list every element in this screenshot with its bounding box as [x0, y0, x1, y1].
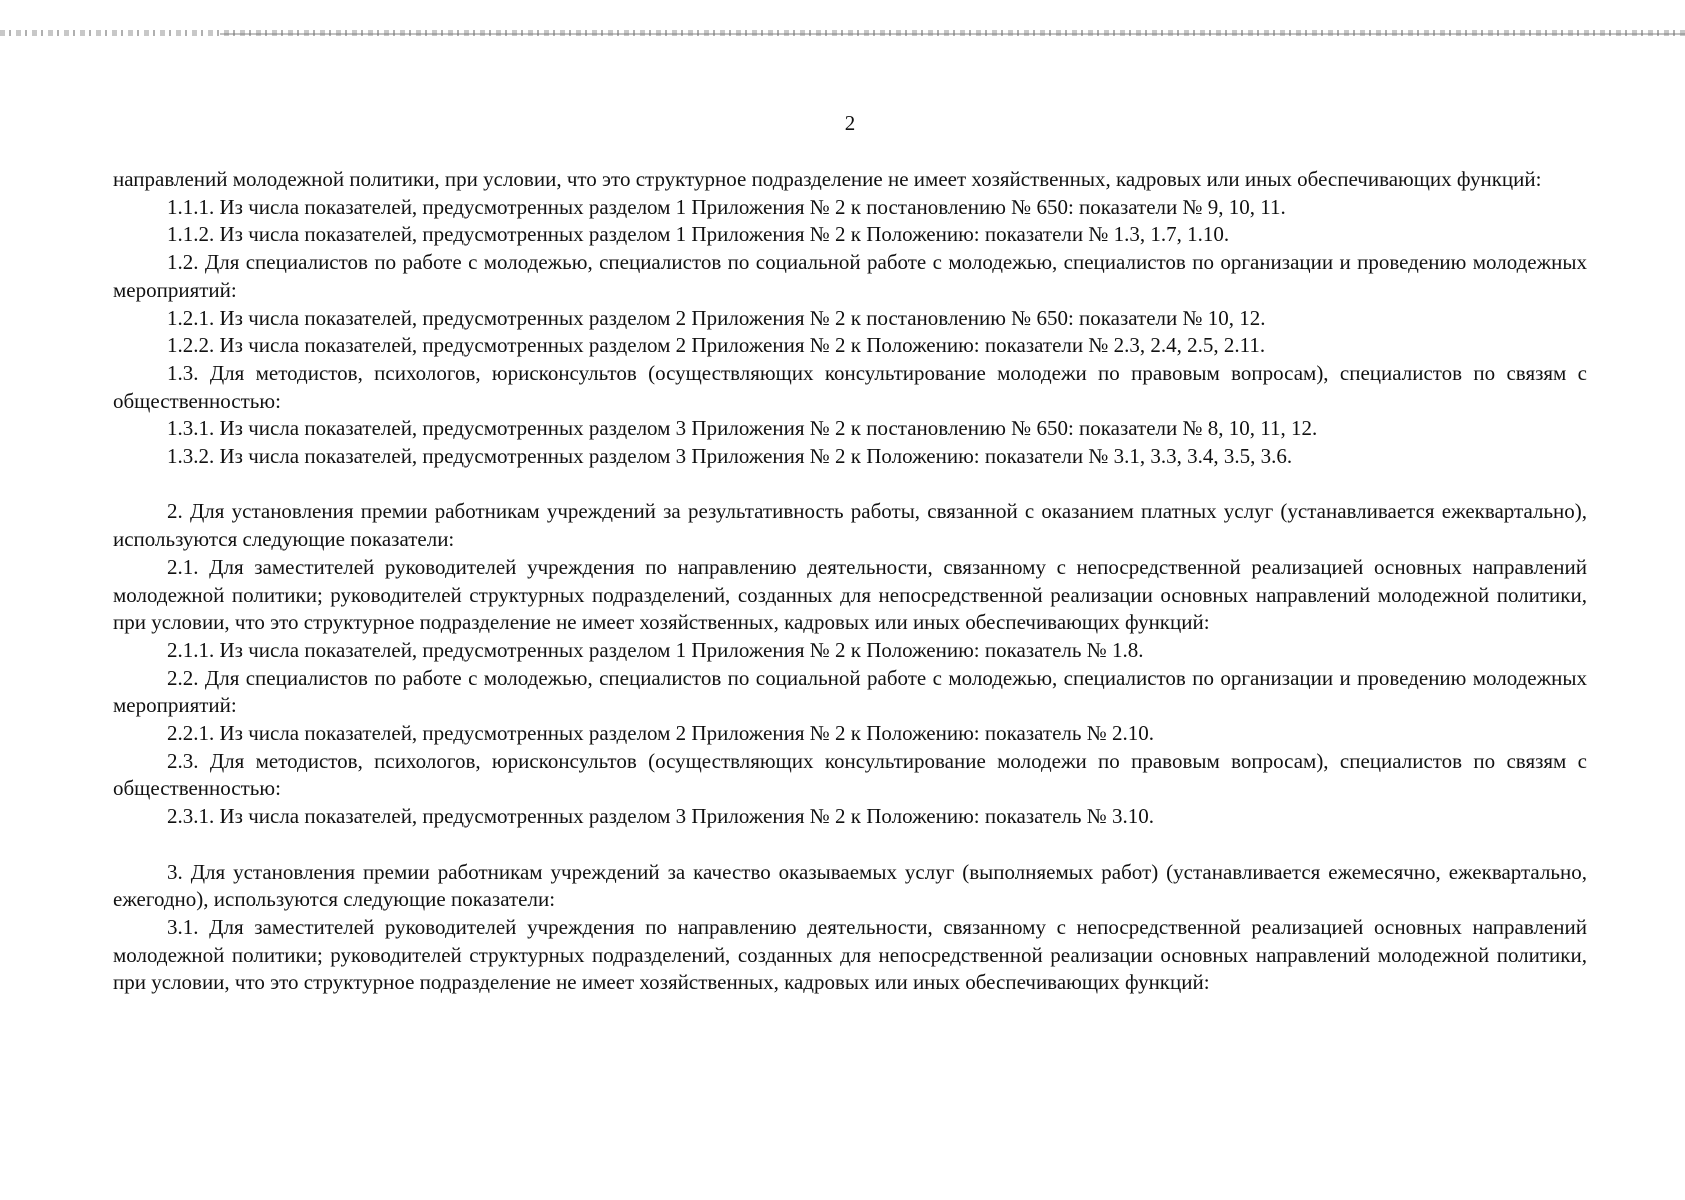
paragraph-1-1-2: 1.1.2. Из числа показателей, предусмотренных разделом 1 Приложения № 2 к Положению: показатели № 1.3, 1.7, 1.10.: [167, 222, 1230, 247]
paragraph-continuation: направлений молодежной политики, при условии, что это структурное подразделение не имеет хозяйственных, кадровых или иных обеспечивающих функций:: [113, 167, 1542, 191]
paragraph-1-1-1: 1.1.1. Из числа показателей, предусмотренных разделом 1 Приложения № 2 к постановлению № 650: показатели № 9, 10, 11.: [167, 194, 1286, 219]
paragraph-2-2: 2.2. Для специалистов по работе с молодежью, специалистов по социальной работе с молодежью, специалистов по организации и проведению молодежных мероприятий:: [113, 665, 1587, 718]
paragraph-1-3-2: 1.3.2. Из числа показателей, предусмотренных разделом 3 Приложения № 2 к Положению: показатели № 3.1, 3.3, 3.4, 3.5, 3.6.: [167, 444, 1293, 469]
paragraph-1-3-1: 1.3.1. Из числа показателей, предусмотренных разделом 3 Приложения № 2 к постановлению № 650: показатели № 8, 10, 11, 12.: [167, 416, 1318, 441]
paragraph-2: 2. Для установления премии работникам учреждений за результативность работы, связанной с оказанием платных услуг (устанавливается ежеквартально), используются следующие показатели:: [113, 499, 1587, 552]
paragraph-1-2-2: 1.2.2. Из числа показателей, предусмотренных разделом 2 Приложения № 2 к Положению: показатели № 2.3, 2.4, 2.5, 2.11.: [167, 333, 1266, 358]
document-body: [113, 166, 1587, 997]
paragraph-2-3: 2.3. Для методистов, психологов, юрисконсультов (осуществляющих консультирование молодежи по правовым вопросам), специалистов по связям с общественностью:: [113, 748, 1587, 801]
paragraph-2-2-1: 2.2.1. Из числа показателей, предусмотренных разделом 2 Приложения № 2 к Положению: показатель № 2.10.: [167, 721, 1154, 746]
paragraph-2-1-1: 2.1.1. Из числа показателей, предусмотренных разделом 1 Приложения № 2 к Положению: показатель № 1.8.: [167, 637, 1144, 662]
paragraph-3-1: 3.1. Для заместителей руководителей учреждения по направлению деятельности, связанному с непосредственной реализацией основных направлений молодежной политики; руководителей структурных подразделений, созданных для непосредственной реализации основных направлений молодежной политики, при условии, что это структурное подразделение не имеет хозяйственных, кадровых или иных обеспечивающих функций:: [113, 914, 1587, 995]
paragraph-1-2-1: 1.2.1. Из числа показателей, предусмотренных разделом 2 Приложения № 2 к постановлению № 650: показатели № 10, 12.: [167, 305, 1266, 330]
scan-edge-line: [220, 33, 1685, 35]
paragraph-1-2: 1.2. Для специалистов по работе с молодежью, специалистов по социальной работе с молодежью, специалистов по организации и проведению молодежных мероприятий:: [113, 250, 1587, 302]
paragraph-2-3-1: 2.3.1. Из числа показателей, предусмотренных разделом 3 Приложения № 2 к Положению: показатель № 3.10.: [167, 804, 1154, 829]
paragraph-3: 3. Для установления премии работникам учреждений за качество оказываемых услуг (выполняемых работ) (устанавливается ежемесячно, ежеквартально, ежегодно), используются следующие показатели:: [113, 859, 1587, 912]
paragraph-2-1: 2.1. Для заместителей руководителей учреждения по направлению деятельности, связанному с непосредственной реализацией основных направлений молодежной политики; руководителей структурных подразделений, созданных для непосредственной реализации основных направлений молодежной политики, при условии, что это структурное подразделение не имеет хозяйственных, кадровых или иных обеспечивающих функций:: [113, 554, 1587, 635]
page-number: 2: [844, 111, 856, 135]
paragraph-1-3: 1.3. Для методистов, психологов, юрисконсультов (осуществляющих консультирование молодежи по правовым вопросам), специалистов по связям с общественностью:: [113, 360, 1587, 413]
